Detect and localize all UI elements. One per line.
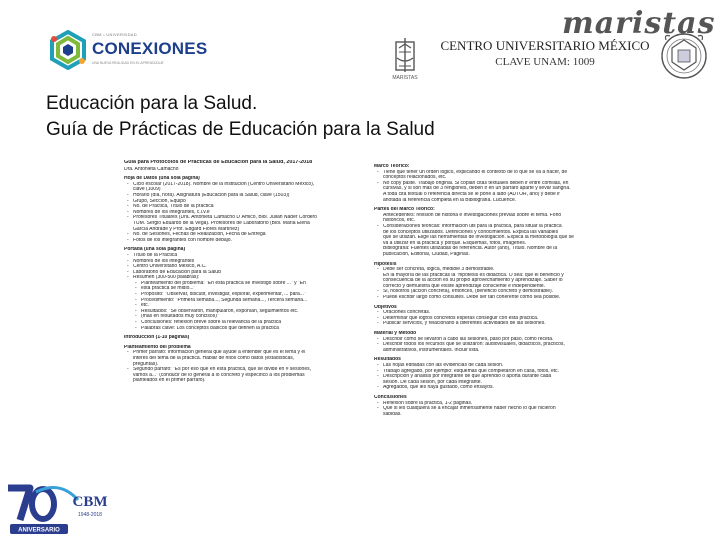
guide-text-line: - Si, nosotros (acción concreta), entonces, (beneficio concreto y demostrable). — [374, 289, 598, 295]
centro-universitario-title: CENTRO UNIVERSITARIO MÉXICO — [440, 38, 650, 53]
maristas-emblem-icon — [387, 38, 423, 76]
guide-text-line: - Debe ser concreta, lógica, medible 3 demostrable. — [374, 267, 598, 273]
guide-left-lines — [124, 176, 368, 384]
maristas-emblem — [387, 38, 423, 82]
guide-text-line: Bibliografía: Fuentes utilizadas de referencia. Autor (año), Título. Nombre de la — [383, 246, 558, 252]
guide-text-line: - Descripción y análisis por integrante de qué aprendió o aporta durante cada — [374, 374, 598, 380]
guide-text-line: - Tiene que tener un orden lógico, explicando el contexto de lo que se va a hacer, de — [374, 170, 598, 176]
guide-text-line: - Determinar qué logros concretos esperas conseguir con esta práctica. — [374, 316, 598, 322]
guide-text-line: - Grupo, Sección, Equipo — [124, 199, 368, 205]
guide-text-line: históricos, etc. — [383, 218, 415, 224]
guide-text-line: - Propósito: "Observar, discutir, investigar, explorar, experimentar, ... para..." — [124, 292, 368, 298]
guide-text-line: - Procedimiento: "Primera semana..., Segunda semana..., Tercera semana... — [124, 298, 368, 304]
guide-text-line: - Las hojas editadas con las evidencias de cada sesión. — [374, 363, 598, 369]
anniversary-label: ANIVERSARIO — [18, 527, 60, 534]
guide-text-line: - Describir todos los recursos que se utilizaron: audiovisuales, didácticos, prácticos, — [374, 342, 598, 348]
guide-document — [120, 156, 598, 520]
guide-section-heading: Portada (una sola página) — [124, 247, 186, 253]
guide-left-column — [124, 160, 368, 384]
guide-text-line: - No. de Práctica, Título de la práctica — [124, 204, 368, 210]
guide-heading: Guía para Protocolos de Prácticas de Educación para la Salud, 2017-2018 — [124, 160, 313, 165]
guide-text-line: A toda cita textual o referencia directa se le pone a lado (AUTOR, año) y debe ir — [383, 191, 560, 197]
maristas-script-logo: maristas — [562, 6, 716, 41]
slide-title-line-1: Educación para la Salud. — [46, 93, 258, 114]
clave-unam: CLAVE UNAM: 1009 — [495, 56, 595, 68]
guide-section-heading: Material y Método — [374, 331, 417, 337]
guide-text-line: interés del tema de la práctica. Hablar de hitos como datos (estadísticas, — [133, 356, 295, 361]
anniversary-years: 1948-2018 — [78, 512, 102, 518]
guide-text-line: - Horario (día, hora). Asignatura (Educación para la Salud, clave (1503)) — [124, 193, 368, 199]
guide-text-line: - Título de la Práctica — [124, 253, 368, 259]
guide-right-column — [374, 160, 598, 417]
guide-text-line: - Describir cómo se llevaron a cabo las sesiones, paso por paso, como receta. — [374, 337, 598, 343]
guide-text-line: Antecedentes: revisión de historia e investigaciones previas sobre el tema. Fono — [383, 212, 562, 218]
guide-text-line: - Primer párrafo: Información general que ayude a entender qué es el tema y el — [124, 350, 368, 356]
guide-text-line: de los conceptos utilizados. Definiciones y conocimientos. Explica las variables — [383, 229, 559, 235]
conexiones-tagline: UNA NUEVA REALIDAD EN EL APRENDIZAJE — [92, 61, 164, 65]
guide-text-line: - Consideraciones teóricas: información útil para la práctica, para situar la práctica — [374, 224, 598, 230]
guide-text-line: publicación, Editorial, Ciudad, Páginas. — [383, 251, 470, 257]
guide-text-line: que se utilizan. Elige las herramientas de investigación. Explica la metodología que se — [383, 235, 574, 241]
guide-text-line: va a utilizar en la práctica y porqué. Esquemas, fotos, imágenes. — [383, 240, 527, 246]
guide-section-heading: Objetivos — [374, 304, 397, 310]
guide-text-line: - Conclusiones: reflexión breve sobre la relevancia de la práctica — [124, 320, 368, 326]
guide-text-line: sesión. De cada sesión, por cada integrante. — [383, 379, 482, 385]
anniversary-logo-icon — [0, 478, 120, 540]
guide-right-lines — [374, 164, 598, 417]
guide-text-line: - Resultados: "Se observaron, manipularon, exponían, seguimientos etc. — [124, 309, 368, 315]
guide-section-heading: Hipótesis — [374, 261, 397, 267]
guide-text-line: - Planteamiento del problema: "En esta práctica se investigó sobre ..." y "En — [124, 281, 368, 287]
guide-text-line: - Que si les cualquiera se a encajar inmensamente haber hecho lo que hicieron — [374, 406, 598, 412]
guide-section-heading: Introducción (1-10 páginas) — [124, 335, 190, 341]
guide-section-heading: Resultados — [374, 357, 401, 363]
guide-text-line: - Fotos de los integrantes con nombre debajo. — [124, 238, 368, 244]
guide-text-line: - Segundo párrafo: "Es por eso que en esta práctica, que se divide en # sesiones, — [124, 367, 368, 373]
guide-text-line: - Nombres de los integrantes — [124, 259, 368, 265]
guide-text-line: - Resumen (300-500 palabras): — [124, 275, 368, 281]
guide-text-line: vamos a..." (conducir de lo general a lo concreto y específico a los problemas — [133, 372, 305, 378]
guide-text-line: - Profesores Titulares (Dra. Antonieta Camacho D´Amico, Biól. Julián Nader Cordero — [124, 215, 368, 221]
guide-text-line: - Agregados, que les haya gustado, cómo ensayos. — [374, 385, 598, 391]
guide-text-line: - Oraciones concretas. — [374, 310, 598, 316]
guide-text-line: - Laboratorio de Educación para la Salud — [124, 270, 368, 276]
guide-text-line: - Puede escribir largo cómo consultes. Debe ser tan coherente como sea posible. — [374, 295, 598, 301]
guide-author: Dra. Antonieta Camacho — [124, 166, 179, 172]
anniversary-badge — [0, 478, 120, 540]
guide-text-line: - (más en resultados muy concisos)" — [124, 314, 368, 320]
conexiones-small-top: CBM • UNIVERSIDAD — [92, 32, 137, 37]
conexiones-word: CONEXIONES — [92, 39, 208, 58]
guide-text-line: - Publicar servicios, y relacionarlo a diferentes actividades de las sesiones. — [374, 321, 598, 327]
guide-text-line: planteados en el primer párrafo). — [133, 378, 206, 384]
guide-section-heading: Conclusiones — [374, 394, 407, 400]
guide-text-line: correcto y demuestra que existe aprendizaje consciente e independiente. — [383, 283, 546, 289]
cbm-logo-text: CBM — [72, 494, 108, 510]
guide-text-line: TUM. Sergio Eduardo de la Vega). Profesores de Laboratorio (Biól. María Elena — [133, 220, 310, 226]
guide-text-line: - Trabajo agregado, por ejemplo: esquemas que completaron en casa, fotos, etc. — [374, 369, 598, 375]
guide-text-line: - Palabras clave: Los conceptos básicos que definen la práctica — [124, 326, 368, 332]
guide-section-heading: Marco Teórico: — [374, 164, 410, 169]
guide-section-heading: Planteamiento del problema — [124, 344, 191, 350]
slide-title-line-2: Guía de Prácticas de Educación para la Salud — [46, 119, 435, 140]
guide-text-line: consecuencia de la acción es su propio aprovechamiento y aprendizaje. Saber lo — [383, 278, 563, 284]
header — [0, 0, 720, 88]
guide-text-line: anotada la referencia completa en la Bibliografía. Lucuence. — [383, 197, 517, 203]
guide-text-line: sabidas. — [383, 411, 402, 417]
guide-text-line: - etc." — [124, 303, 368, 309]
guide-text-line: - Centro Universitario México, A.C. — [124, 264, 368, 270]
guide-section-heading: Partes del Marco Teórico: — [374, 207, 435, 213]
guide-text-line: - Ciclo escolar (2017-2018). Nombre de la institución (Centro Universitario México), — [124, 182, 368, 188]
guide-text-line: cursivas, y si son más de 3 renglones, deben ir en un párrafo aparte y llevar sangría. — [383, 186, 571, 192]
maristas-emblem-label: MARISTAS — [392, 75, 418, 81]
guide-text-line: - Nombres de los integrantes, c.l.v.e — [124, 210, 368, 216]
guide-text-line: clave (1009) — [133, 187, 161, 193]
guide-text-line: administrativos, instrumentales. Incluir lista. — [383, 347, 480, 353]
unam-seal-icon — [660, 30, 708, 82]
guide-text-line: - esta práctica se midió..." — [124, 286, 368, 292]
guide-text-line: conceptos relacionados, etc. — [383, 175, 447, 181]
guide-text-line: En la mayoría de las prácticas la "hipótesis es didáctica. O sea: que el beneficio y — [383, 272, 564, 278]
guide-text-line: García Andrade y Prof. Edgard Flores Martínez) — [133, 226, 240, 232]
guide-text-line: - No. de Sesiones, Fechas de Realización, Fecha de Entrega — [124, 232, 368, 238]
conexiones-logo — [48, 26, 208, 76]
guide-text-line: preguntas). — [133, 361, 159, 367]
guide-text-line: - Reflexión sobre la práctica, 1-2 páginas. — [374, 401, 598, 407]
conexiones-hexagon-icon — [48, 30, 88, 70]
guide-text-line: - No copy paste. Trabajo original. Si copian citas textuales deben ir entre comillas, en — [374, 181, 598, 187]
guide-section-heading: Hoja de Datos (una sola página) — [124, 176, 200, 182]
